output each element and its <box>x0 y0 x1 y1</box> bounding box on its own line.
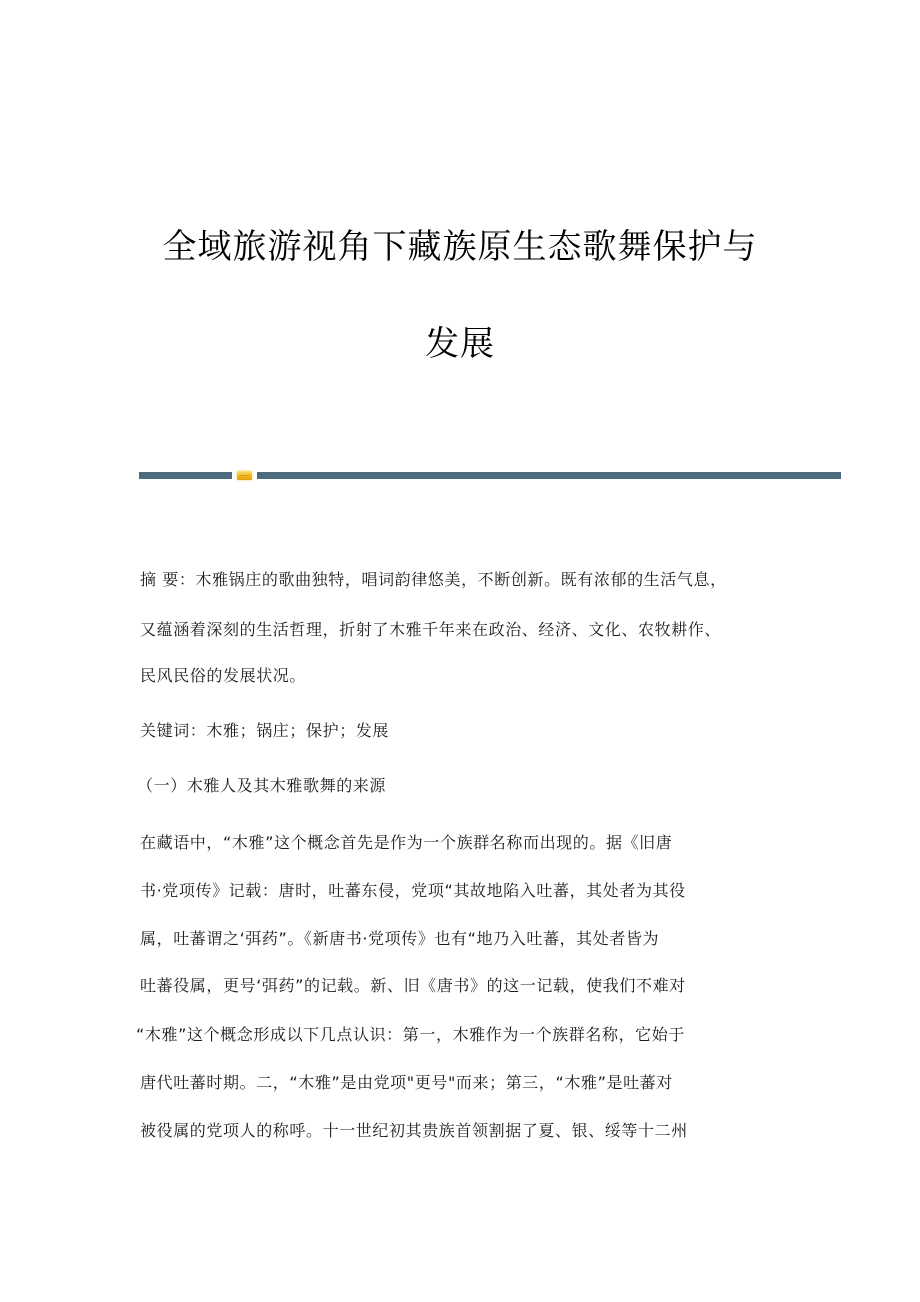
section-heading: （一）木雅人及其木雅歌舞的来源 <box>137 776 387 795</box>
body-line: 在藏语中，“木雅”这个概念首先是作为一个族群名称而出现的。据《旧唐 <box>140 833 673 852</box>
body-line: 被役属的党项人的称呼。十一世纪初其贵族首领割据了夏、银、绥等十二州 <box>140 1121 688 1140</box>
body-line: “木雅”这个概念形成以下几点认识：第一，木雅作为一个族群名称，它始于 <box>136 1025 685 1044</box>
body-line: 属，吐蕃谓之‘弭药”。《新唐书·党项传》也有“地乃入吐蕃，其处者皆为 <box>140 929 660 948</box>
body-line: 唐代吐蕃时期。二，“木雅”是由党项"更号"而来；第三，“木雅”是吐蕃对 <box>140 1073 673 1092</box>
body-line: 书·党项传》记载：唐时，吐蕃东侵，党项“其故地陷入吐蕃，其处者为其役 <box>140 881 686 900</box>
divider-bar-left <box>139 472 232 479</box>
document-title-line-2: 发展 <box>425 324 495 364</box>
abstract-line: 摘 要：木雅锅庄的歌曲独特，唱词韵律悠美，不断创新。既有浓郁的生活气息， <box>140 570 727 589</box>
document-title-line-1: 全域旅游视角下藏族原生态歌舞保护与 <box>162 227 758 267</box>
divider-ornament-icon <box>237 471 252 480</box>
abstract-line: 又蕴涵着深刻的生活哲理，折射了木雅千年来在政治、经济、文化、农牧耕作、 <box>140 620 722 639</box>
divider-bar-right <box>257 472 841 479</box>
abstract-line: 民风民俗的发展状况。 <box>140 666 307 685</box>
body-line: 吐蕃役属，更号‘弭药”的记载。新、旧《唐书》的这一记载，使我们不难对 <box>140 976 686 995</box>
keywords: 关键词：木雅；锅庄；保护；发展 <box>140 721 390 740</box>
